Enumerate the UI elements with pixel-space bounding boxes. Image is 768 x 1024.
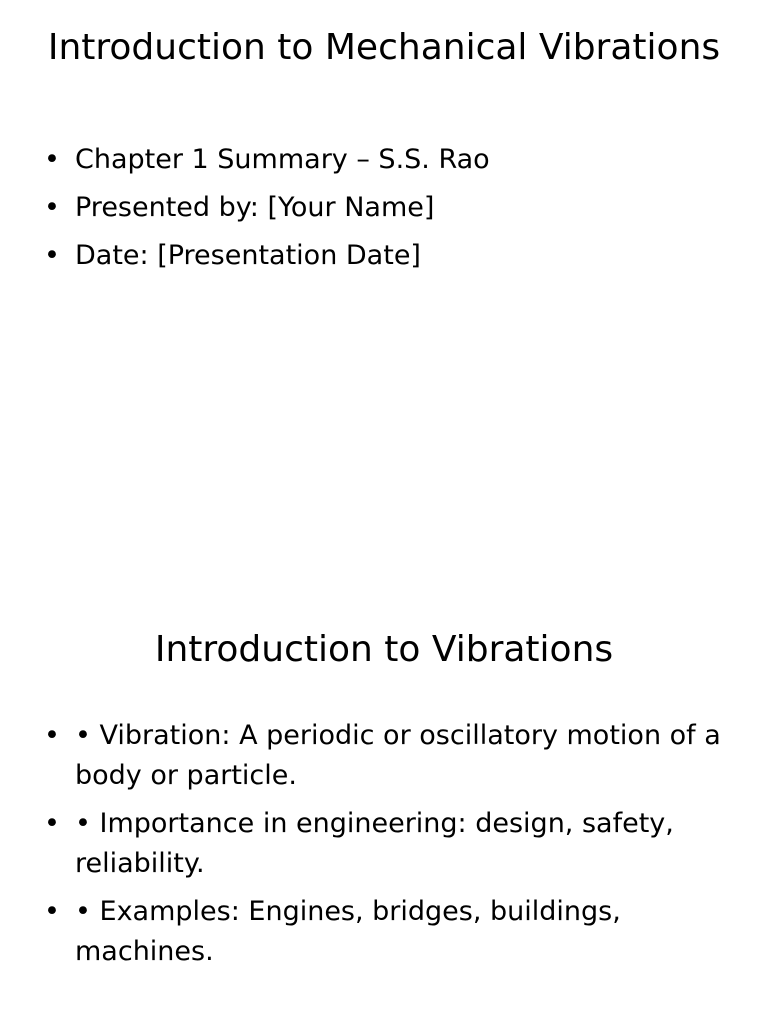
bullet-item [40, 188, 730, 228]
bullet-item [40, 140, 730, 180]
bullet-list [40, 140, 730, 284]
bullet-dot-icon: • [44, 240, 60, 271]
slide-title: Introduction to Vibrations [154, 629, 614, 670]
bullet-dot-icon: • [44, 720, 60, 751]
bullet-dot-icon: • [44, 808, 60, 839]
slide-title: Introduction to Mechanical Vibrations [47, 27, 721, 68]
bullet-dot-icon: • [44, 896, 60, 927]
bullet-text: • Vibration: A periodic or oscillatory motion of a body or particle. [75, 720, 721, 791]
bullet-text: Date: [Presentation Date] [75, 240, 421, 271]
bullet-dot-icon: • [44, 192, 60, 223]
bullet-item [40, 892, 730, 972]
bullet-dot-icon: • [44, 144, 60, 175]
bullet-text: Presented by: [Your Name] [75, 192, 435, 223]
bullet-list [40, 716, 730, 980]
bullet-item [40, 804, 730, 884]
bullet-text: Chapter 1 Summary – S.S. Rao [75, 144, 490, 175]
bullet-text: • Importance in engineering: design, safety, reliability. [75, 808, 674, 879]
slide-2 [0, 512, 768, 1024]
bullet-item [40, 236, 730, 276]
bullet-item [40, 716, 730, 796]
bullet-text: • Examples: Engines, bridges, buildings, machines. [75, 896, 621, 967]
